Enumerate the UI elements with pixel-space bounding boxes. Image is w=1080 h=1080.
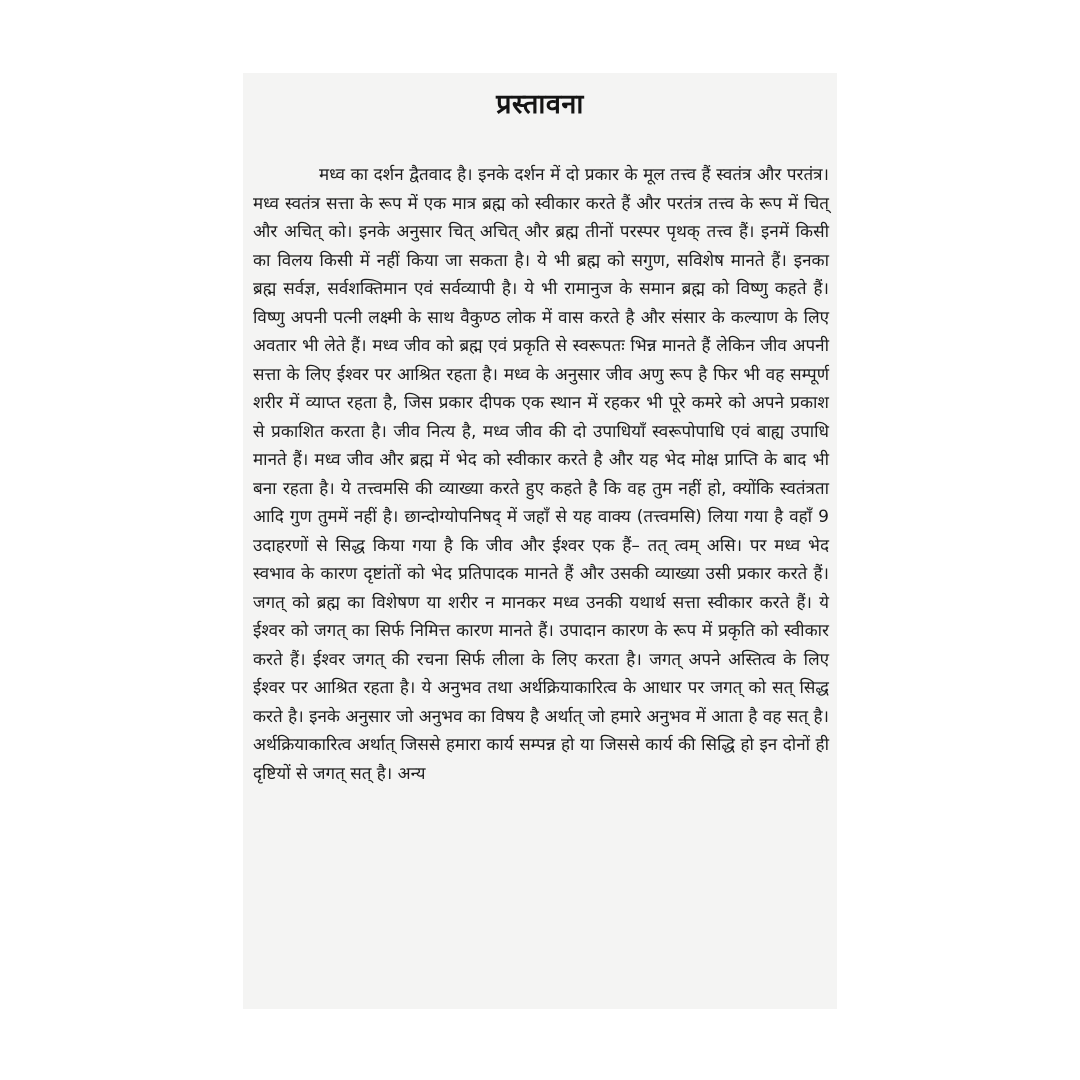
- page-title: प्रस्तावना: [496, 89, 584, 120]
- document-page: [243, 73, 837, 1009]
- body-paragraph: मध्व का दर्शन द्वैतवाद है। इनके दर्शन में दो प्रकार के मूल तत्त्व हैं स्वतंत्र और परतंत्र। मध्व स्वतंत्र सत्ता के रूप में एक मात्र ब्रह्म को स्वीकार करते हैं और परतंत्र तत्त्व के रूप में चित् और अचित् को। इनके अनुसार चित् अचित् और ब्रह्म तीनों परस्पर पृथक् तत्त्व हैं। इनमें किसी का विलय किसी में नहीं किया जा सकता है। ये भी ब्रह्म को सगुण, सविशेष मानते हैं। इनका ब्रह्म सर्वज्ञ, सर्वशक्तिमान एवं सर्वव्यापी है। ये भी रामानुज के समान ब्रह्म को विष्णु कहते हैं। विष्णु अपनी पत्नी लक्ष्मी के साथ वैकुण्ठ लोक में वास करते है और संसार के कल्याण के लिए अवतार भी लेते हैं। मध्व जीव को ब्रह्म एवं प्रकृति से स्वरूपतः भिन्न मानते हैं लेकिन जीव अपनी सत्ता के लिए ईश्वर पर आश्रित रहता है। मध्व के अनुसार जीव अणु रूप है फिर भी वह सम्पूर्ण शरीर में व्याप्त रहता है, जिस प्रकार दीपक एक स्थान में रहकर भी पूरे कमरे को अपने प्रकाश से प्रकाशित करता है। जीव नित्य है, मध्व जीव की दो उपाधियाँ स्वरूपोपाधि एवं बाह्य उपाधि मानते हैं। मध्व जीव और ब्रह्म में भेद को स्वीकार करते है और यह भेद मोक्ष प्राप्ति के बाद भी बना रहता है। ये तत्त्वमसि की व्याख्या करते हुए कहते है कि वह तुम नहीं हो, क्योंकि स्वतंत्रता आदि गुण तुममें नहीं है। छान्दोग्योपनिषद् में जहाँ से यह वाक्य (तत्त्वमसि) लिया गया है वहाँ 9 उदाहरणों से सिद्ध किया गया है कि जीव और ईश्वर एक हैं– तत् त्वम् असि। पर मध्व भेद स्वभाव के कारण दृष्टांतों को भेद प्रतिपादक मानते हैं और उसकी व्याख्या उसी प्रकार करते हैं। जगत् को ब्रह्म का विशेषण या शरीर न मानकर मध्व उनकी यथार्थ सत्ता स्वीकार करते हैं। ये ईश्वर को जगत् का सिर्फ निमित्त कारण मानते हैं। उपादान कारण के रूप में प्रकृति को स्वीकार करते हैं। ईश्वर जगत् की रचना सिर्फ लीला के लिए करता है। जगत् अपने अस्तित्व के लिए ईश्वर पर आश्रित रहता है। ये अनुभव तथा अर्थक्रियाकारित्व के आधार पर जगत् को सत् सिद्ध करते है। इनके अनुसार जो अनुभव का विषय है अर्थात् जो हमारे अनुभव में आता है वह सत् है। अर्थक्रियाकारित्व अर्थात् जिससे हमारा कार्य सम्पन्न हो या जिससे कार्य की सिद्धि हो इन दोनों ही दृष्टियों से जगत् सत् है। अन्य: [253, 165, 829, 784]
